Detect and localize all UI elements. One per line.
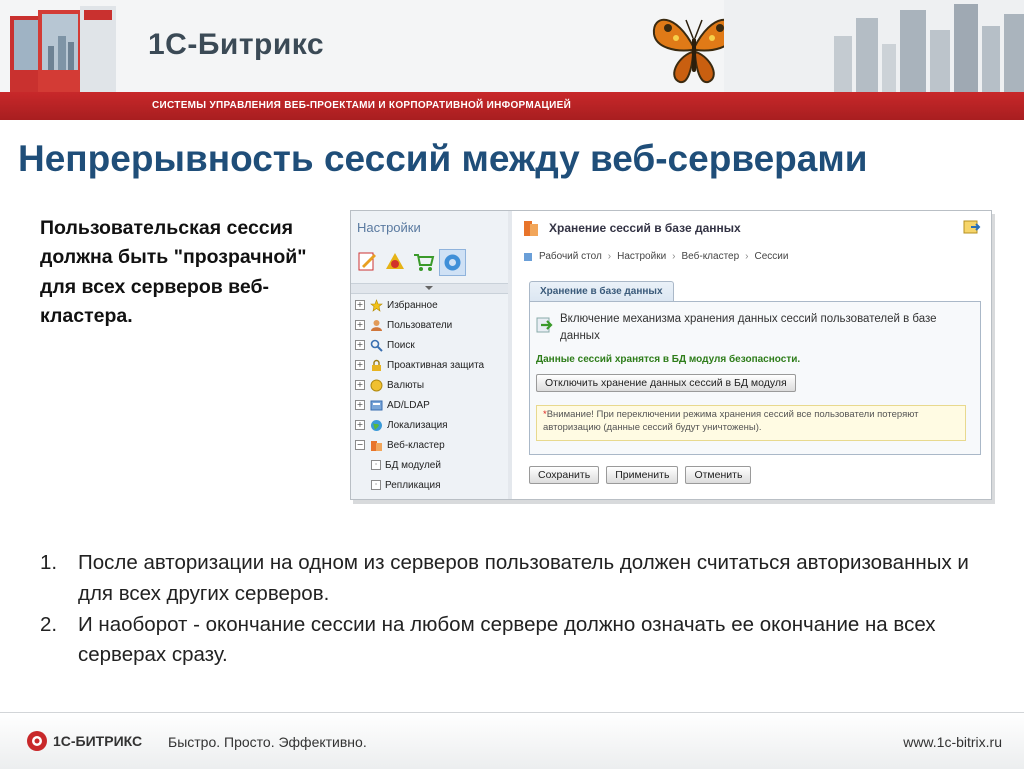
tree-item-label: Веб-кластер <box>387 439 445 451</box>
tree-item[interactable] <box>355 455 484 475</box>
brand-title: 1С-Битрикс <box>148 28 325 61</box>
warning-text: Внимание! При переключении режима хранения сессий все пользователи потеряют авторизацию (данные сессий будут уничтожены). <box>543 409 919 434</box>
tree-toggle-icon[interactable]: + <box>356 400 364 409</box>
breadcrumb <box>523 251 788 262</box>
tree-item-label: Проактивная защита <box>387 359 485 371</box>
tree-item[interactable] <box>355 355 484 375</box>
tree-toggle-icon[interactable]: − <box>356 440 364 449</box>
tree-item-label: Поиск <box>387 339 415 351</box>
list-number: 2. <box>40 612 58 636</box>
store-section-icon[interactable] <box>411 249 436 274</box>
tree-item-label: Валюты <box>387 379 425 391</box>
tree-item[interactable] <box>355 335 484 355</box>
tagline-text: СИСТЕМЫ УПРАВЛЕНИЯ ВЕБ-ПРОЕКТАМИ И КОРПОРАТИВНОЙ ИНФОРМАЦИЕЙ <box>152 100 572 111</box>
session-storage-description: Включение механизма хранения данных сессий пользователей в базе данных <box>560 313 937 342</box>
tree-toggle-icon[interactable]: + <box>356 340 364 349</box>
tree-item[interactable] <box>355 295 484 315</box>
footer-logo <box>26 730 142 752</box>
breadcrumb-separator-icon: › <box>745 251 749 262</box>
breadcrumb-separator-icon: › <box>672 251 676 262</box>
user-icon <box>369 318 383 332</box>
tree-toggle-icon[interactable]: + <box>356 380 364 389</box>
header <box>0 0 1024 92</box>
tagline-bar <box>0 92 1024 120</box>
tree-item-label: Локализация <box>387 419 448 431</box>
search-icon <box>369 338 383 352</box>
tree-item[interactable] <box>355 435 484 455</box>
breadcrumb-item[interactable]: Рабочий стол <box>539 251 602 262</box>
tree-item[interactable] <box>355 315 484 335</box>
section-icons <box>355 249 466 276</box>
intro-text: Пользовательская сессия должна быть "прозрачной" для всех серверов веб-кластера. <box>40 217 307 327</box>
footer <box>0 712 1024 769</box>
breadcrumb-item[interactable]: Веб-кластер <box>681 251 740 262</box>
currency-icon <box>369 378 383 392</box>
ldap-icon <box>369 398 383 412</box>
export-icon[interactable] <box>963 219 981 235</box>
list-text: И наоборот - окончание сессии на любом сервере должно означать ее окончание на всех серверах сразу. <box>78 612 936 667</box>
save-button[interactable]: Сохранить <box>529 466 599 484</box>
tab-db-storage[interactable]: Хранение в базе данных <box>529 281 674 302</box>
collapse-arrow-icon[interactable] <box>425 286 433 290</box>
content-pane <box>513 211 991 499</box>
tree-toggle-icon[interactable]: + <box>356 360 364 369</box>
home-icon <box>523 252 533 262</box>
star-icon <box>369 298 383 312</box>
admin-window <box>350 210 992 500</box>
services-section-icon[interactable] <box>383 249 408 274</box>
disable-db-storage-button[interactable]: Отключить хранение данных сессий в БД модуля <box>536 374 796 392</box>
cluster-module-icon <box>523 219 539 237</box>
pane-splitter[interactable] <box>508 211 512 499</box>
list-item <box>40 610 1000 672</box>
tree-item-label: Пользователи <box>387 319 453 331</box>
product-box-image <box>8 6 120 92</box>
content-title: Хранение сессий в базе данных <box>549 221 741 235</box>
settings-pane <box>351 211 510 499</box>
form-buttons <box>529 466 751 484</box>
tree-item-label: БД модулей <box>385 459 441 471</box>
warning-star: * <box>543 409 547 420</box>
cancel-button[interactable]: Отменить <box>685 466 751 484</box>
list-item <box>40 548 1000 610</box>
breadcrumb-item[interactable]: Сессии <box>754 251 789 262</box>
bitrix-logo-icon <box>26 730 48 752</box>
content-header <box>513 211 991 243</box>
footer-logo-text: 1С-БИТРИКС <box>53 733 143 749</box>
warning-box <box>536 405 966 441</box>
tree-toggle-icon[interactable]: + <box>356 300 364 309</box>
tree-item-label: AD/LDAP <box>387 399 430 411</box>
list-text: После авторизации на одном из серверов пользователь должен считаться авторизованных и для всех других серверов. <box>78 551 969 605</box>
breadcrumb-item[interactable]: Настройки <box>617 251 667 262</box>
tree-item[interactable] <box>355 395 484 415</box>
tree-toggle-icon[interactable]: + <box>356 420 364 429</box>
module-arrow-icon <box>536 316 554 334</box>
list-number: 1. <box>40 551 58 574</box>
settings-tree <box>355 295 484 495</box>
tree-toggle-icon[interactable]: · <box>371 460 381 470</box>
tree-item-label: Избранное <box>387 299 438 311</box>
tree-item[interactable] <box>355 375 484 395</box>
status-message: Данные сессий хранятся в БД модуля безопасности. <box>536 354 801 365</box>
cluster-icon <box>369 438 383 452</box>
globe-icon <box>369 418 383 432</box>
tree-item[interactable] <box>355 475 484 495</box>
tree-item[interactable] <box>355 415 484 435</box>
points-list <box>40 548 1000 671</box>
lock-icon <box>369 358 383 372</box>
content-section-icon[interactable] <box>355 249 380 274</box>
footer-slogan: Быстро. Просто. Эффективно. <box>168 734 367 750</box>
tree-item-label: Репликация <box>385 479 441 491</box>
tree-toggle-icon[interactable]: · <box>371 480 381 490</box>
slide-title: Непрерывность сессий между веб-серверами <box>18 138 868 179</box>
pane-collapse-bar[interactable] <box>351 283 509 294</box>
footer-url[interactable]: www.1c-bitrix.ru <box>903 734 1002 750</box>
tab-panel <box>529 301 981 455</box>
city-skyline-image <box>724 0 1024 92</box>
apply-button[interactable]: Применить <box>606 466 678 484</box>
breadcrumb-separator-icon: › <box>607 251 612 262</box>
tree-toggle-icon[interactable]: + <box>356 320 364 329</box>
settings-pane-title: Настройки <box>357 220 421 235</box>
tab-area <box>529 281 979 493</box>
settings-section-icon[interactable] <box>439 249 466 276</box>
